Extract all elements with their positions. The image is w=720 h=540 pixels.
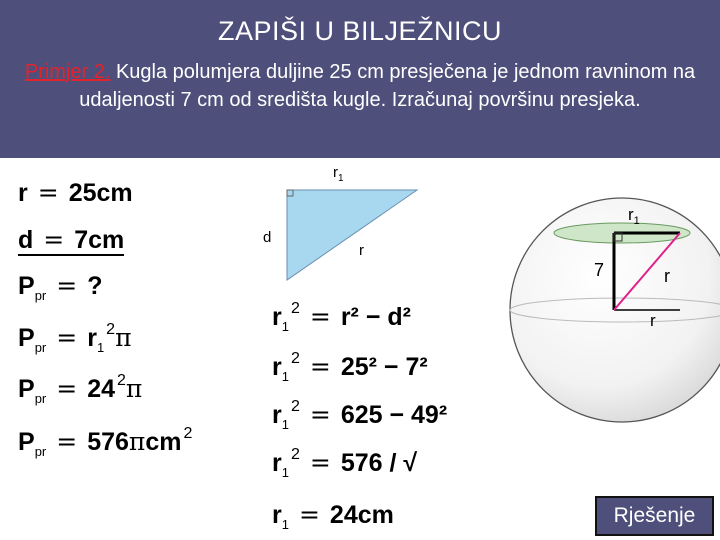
problem-text: Kugla polumjera duljine 25 cm presječena je jednom ravninom na udaljenosti 7 cm od središta kugle. Izračunaj površinu presjeka. (79, 61, 696, 111)
right-triangle-diagram (255, 160, 435, 285)
derivation-row: $r_1^2 = r^2 - d^2$ (272, 300, 411, 334)
sphere-r-bottom-label: r (650, 311, 656, 330)
derivation-row: $r_1 = 24cm$ (272, 500, 394, 532)
area-formula: $P_{pr} = r_1^2\pi$ (18, 321, 132, 355)
given-radius: r = 25cm (18, 178, 133, 207)
problem-statement (20, 58, 700, 114)
area-result: $P_{pr} = 576\pi cm$ $^2$ (18, 425, 193, 459)
sphere-r-diag-label: r (664, 266, 670, 286)
sphere-seven-label: 7 (594, 260, 605, 280)
derivation-row: $r_1^2 = 625 - 49^2$ (272, 398, 448, 432)
derivation-row: $r_1^2 = 576$ / √ (272, 446, 418, 480)
derivation-row: $r_1^2 = 25^2 - 7^2$ (272, 350, 428, 384)
triangle-d-label: d (263, 229, 272, 246)
unknown-area: $P_{pr}$ = ? (18, 271, 103, 303)
sphere-diagram (508, 190, 720, 500)
area-substitution: $P_{pr} = 24$ $^2$π (18, 372, 143, 406)
given-distance: d = 7cm (18, 225, 125, 254)
triangle-shape (287, 190, 417, 280)
triangle-r1-label: $r_1$ (333, 164, 344, 184)
sphere-r1-label: $r_1$ (628, 205, 640, 227)
triangle-r-label: r (359, 242, 364, 259)
slide-title: ZAPIŠI U BILJEŽNICU (217, 16, 503, 46)
header-banner (0, 0, 720, 158)
problem-label: Primjer 2. (24, 61, 111, 83)
solution-button[interactable]: Rješenje (595, 496, 714, 536)
